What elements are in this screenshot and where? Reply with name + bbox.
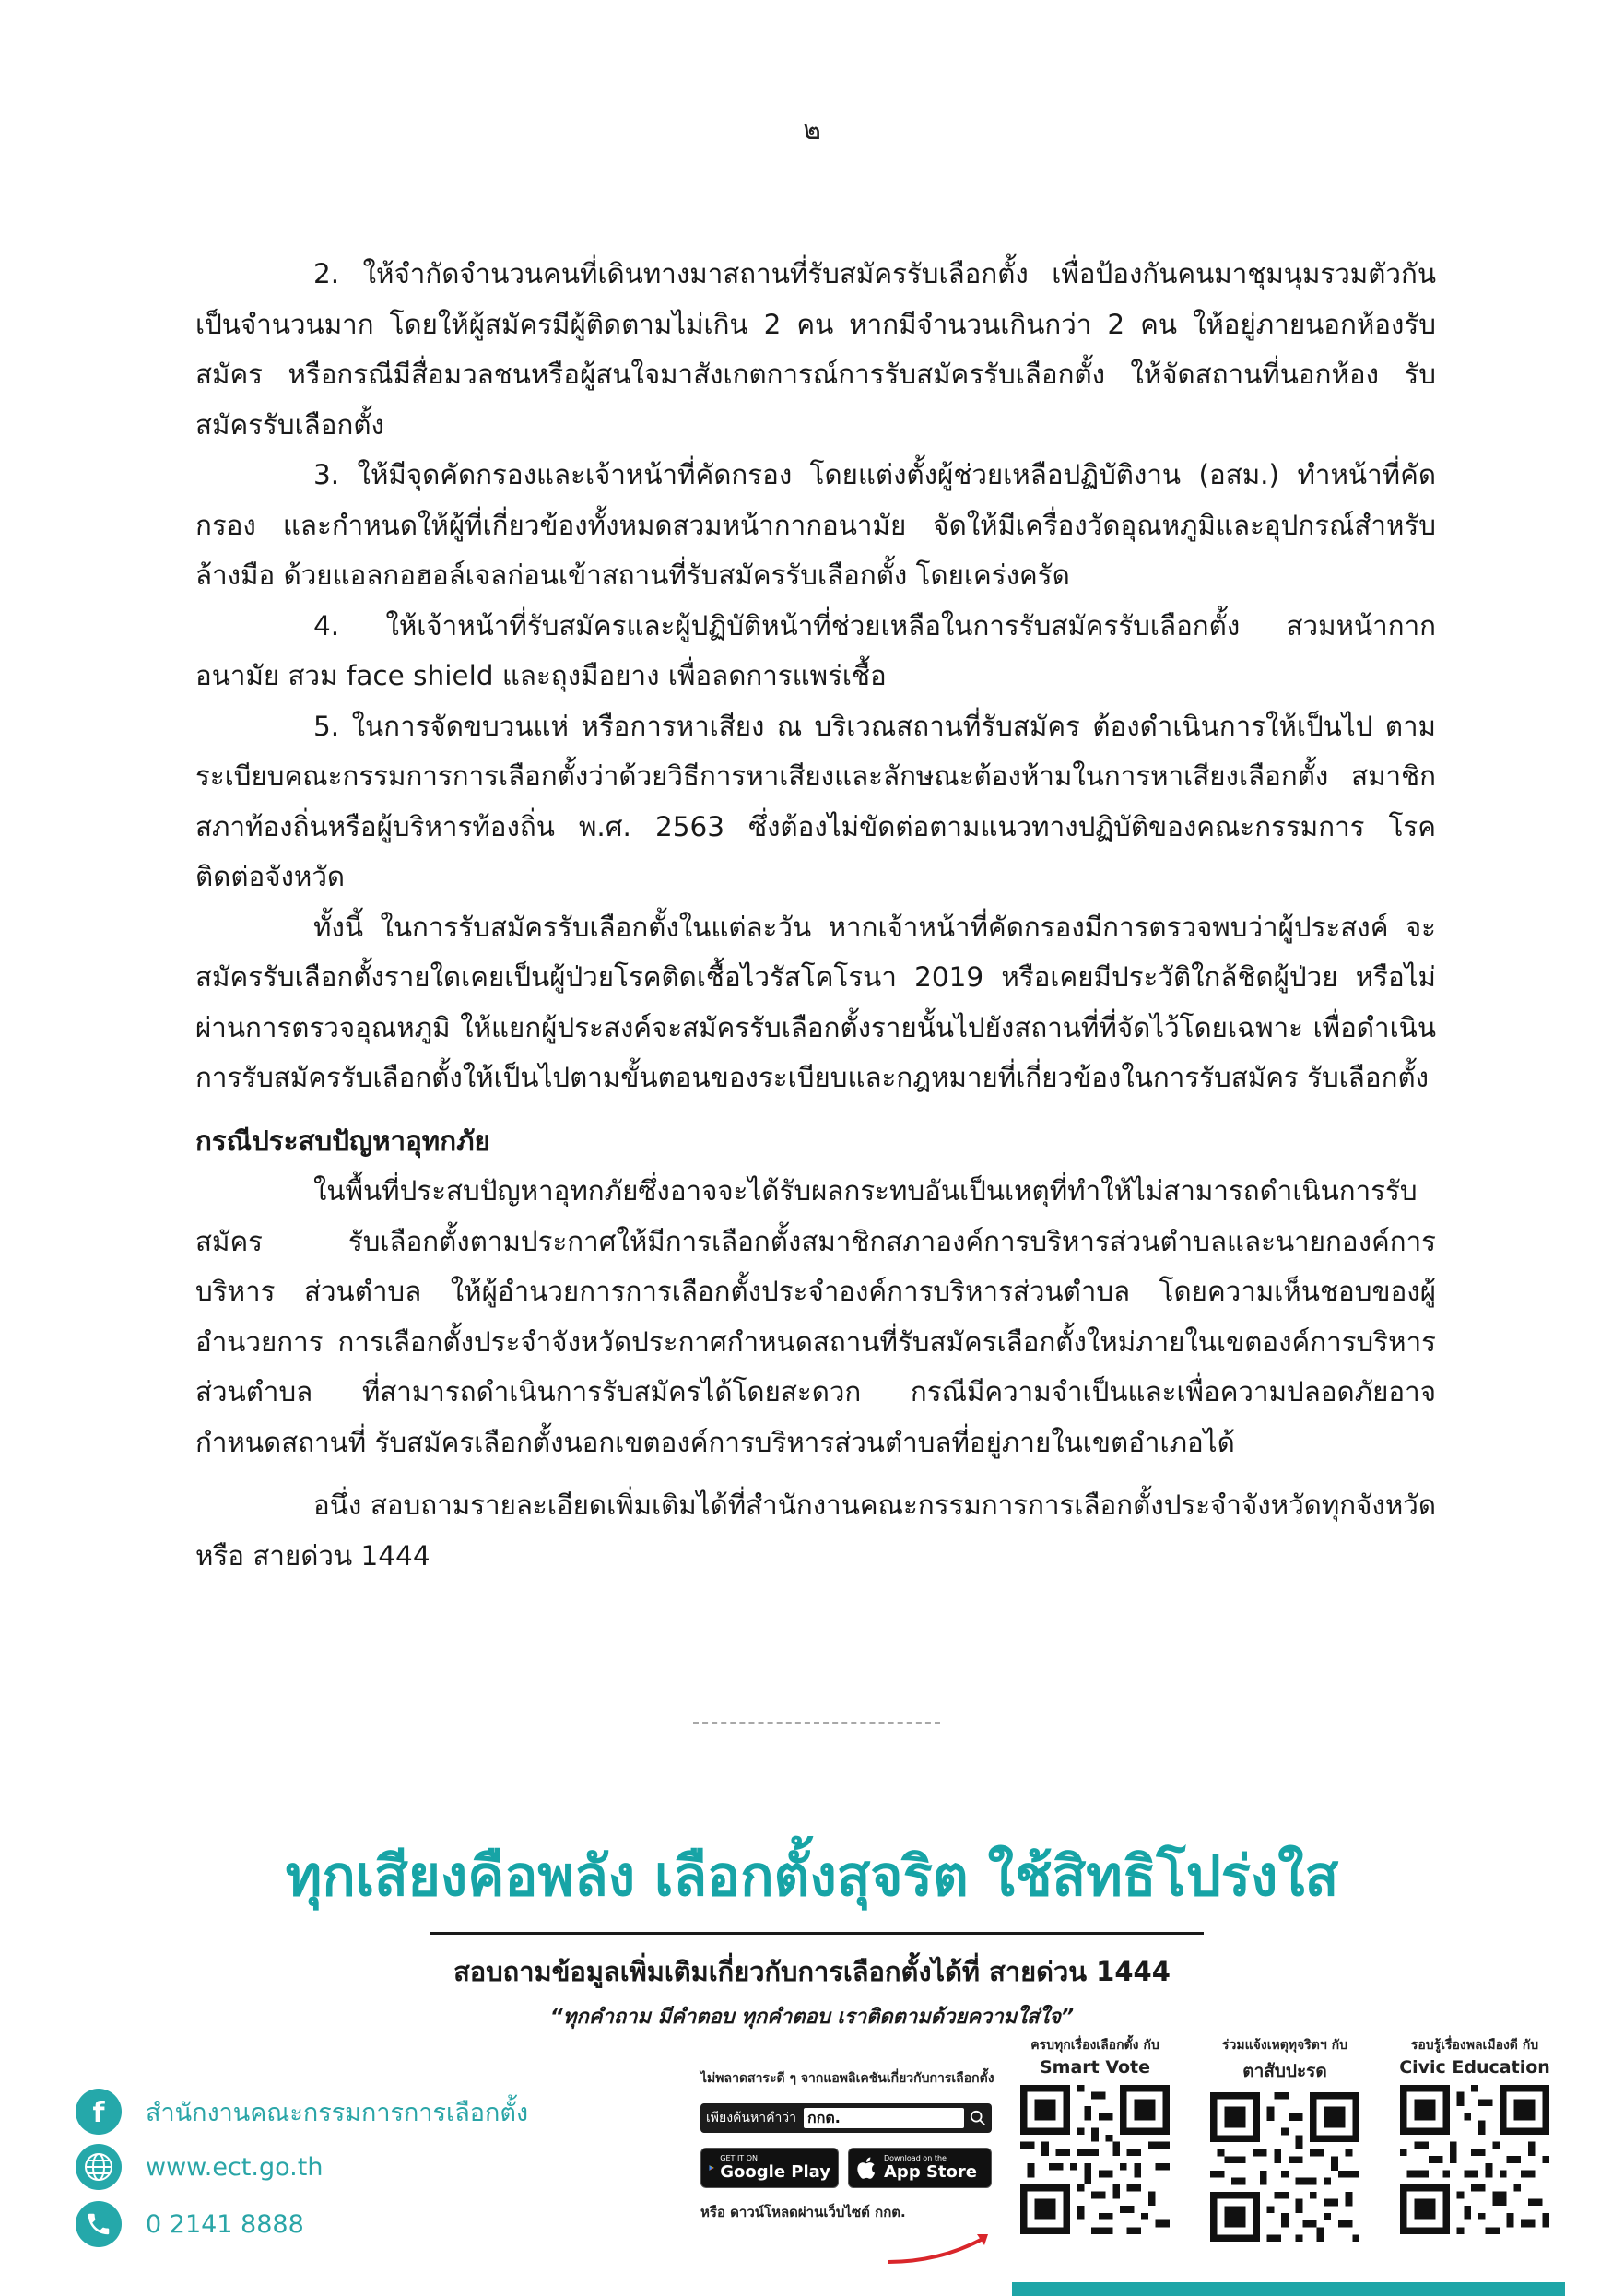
google-play-icon: [709, 2155, 714, 2181]
contact-website[interactable]: [76, 2144, 323, 2190]
app-store-badge[interactable]: [848, 2148, 992, 2188]
qr-caption: ร่วมแจ้งเหตุทุจริตฯ กับ: [1222, 2038, 1347, 2053]
globe-icon: [76, 2144, 122, 2190]
download-note: หรือ ดาวน์โหลดผ่านเว็บไซต์ กกต.: [700, 2204, 906, 2220]
paragraph-3: 3. ให้มีจุดคัดกรองและเจ้าหน้าที่คัดกรอง โดยแต่งตั้งผู้ช่วยเหลือปฏิบัติงาน (อสม.) ทำหน้าที่คัดกรอง และกำหนดให้ผู้ที่เกี่ยวข้องทั้งหมดสวมหน้ากากอนามัย จัดให้มีเครื่องวัดอุณหภูมิและอุปกรณ์สำหรับล้างมือ ด้วยแอลกอฮอล์เจลก่อนเข้าสถานที่รับสมัครรับเลือกตั้ง โดยเคร่งครัด: [195, 459, 1436, 591]
arrow-icon: [885, 2225, 995, 2271]
contact-phone[interactable]: [76, 2201, 304, 2247]
qr-ta-sabparot[interactable]: [1202, 2035, 1368, 2245]
qr-smart-vote[interactable]: [1012, 2035, 1178, 2238]
qr-caption: รอบรู้เรื่องพลเมืองดี กับ: [1410, 2038, 1539, 2053]
app-search-box[interactable]: [700, 2103, 992, 2133]
search-field: กกต.: [804, 2108, 964, 2128]
apple-icon: [856, 2155, 878, 2181]
app-store-small: Download on the: [884, 2154, 947, 2162]
paragraph-2: 2. ให้จำกัดจำนวนคนที่เดินทางมาสถานที่รับสมัครรับเลือกตั้ง เพื่อป้องกันคนมาชุมนุมรวมตัวกัน เป็นจำนวนมาก โดยให้ผู้สมัครมีผู้ติดตามไม่เกิน 2 คน หากมีจำนวนเกินกว่า 2 คน ให้อยู่ภายนอกห้องรับสมัคร หรือกรณีมีสื่อมวลชนหรือผู้สนใจมาสังเกตการณ์การรับสมัครรับเลือกตั้ง ให้จัดสถานที่นอกห้อง รับสมัครรับเลือกตั้ง: [195, 258, 1436, 441]
footer-slogan: ทุกเสียงคือพลัง เลือกตั้งสุจริต ใช้สิทธิโปร่งใส: [285, 1844, 1339, 1909]
closing-paragraph: อนึ่ง สอบถามรายละเอียดเพิ่มเติมได้ที่สำนักงานคณะกรรมการการเลือกตั้งประจำจังหวัดทุกจังหวัด หรือ สายด่วน 1444: [195, 1489, 1436, 1572]
contact-facebook-text: สำนักงานคณะกรรมการการเลือกตั้ง: [146, 2098, 529, 2127]
qr-title: Smart Vote: [1039, 2057, 1151, 2078]
app-download-block: [700, 2068, 997, 2223]
contact-website-text: www.ect.go.th: [146, 2152, 324, 2182]
document-body: [195, 249, 1436, 1581]
qr-code-icon: [1400, 2085, 1549, 2234]
page-number: ๒: [803, 114, 821, 147]
google-play-small: GET IT ON: [720, 2154, 759, 2162]
search-icon: [970, 2110, 986, 2126]
qr-title: Civic Education: [1399, 2057, 1550, 2078]
qr-caption: ครบทุกเรื่องเลือกตั้ง กับ: [1030, 2038, 1159, 2053]
section-body: ในพื้นที่ประสบปัญหาอุทกภัยซึ่งอาจจะได้รับผลกระทบอันเป็นเหตุที่ทำให้ไม่สามารถดำเนินการรับสมัคร รับเลือกตั้งตามประกาศให้มีการเลือกตั้งสมาชิกสภาองค์การบริหารส่วนตำบลและนายกองค์การบริหาร ส่วนตำบล ให้ผู้อำนวยการการเลือกตั้งประจำองค์การบริหารส่วนตำบล โดยความเห็นชอบของผู้อำนวยการ การเลือกตั้งประจำจังหวัดประกาศกำหนดสถานที่รับสมัครเลือกตั้งใหม่ภายในเขตองค์การบริหารส่วนตำบล ที่สามารถดำเนินการรับสมัครได้โดยสะดวก กรณีมีความจำเป็นและเพื่อความปลอดภัยอาจกำหนดสถานที่ รับสมัครเลือกตั้งนอกเขตองค์การบริหารส่วนตำบลที่อยู่ภายในเขตอำเภอได้: [195, 1175, 1436, 1458]
footer-teal-band: [1012, 2282, 1565, 2296]
facebook-icon: [76, 2089, 122, 2135]
store-badges: [700, 2148, 997, 2188]
phone-icon: [76, 2201, 122, 2247]
slogan-underline: [430, 1932, 1204, 1935]
qr-title: ตาสับปะรด: [1242, 2061, 1327, 2081]
google-play-label: Google Play: [720, 2162, 830, 2182]
hotline-text: สอบถามข้อมูลเพิ่มเติมเกี่ยวกับการเลือกตั้งได้ที่ สายด่วน 1444: [453, 1956, 1171, 1987]
google-play-badge[interactable]: [700, 2148, 839, 2188]
search-label: เพียงค้นหาคำว่า: [706, 2111, 797, 2125]
section-heading: กรณีประสบปัญหาอุทกภัย: [195, 1124, 490, 1157]
qr-panel: [1012, 2035, 1565, 2296]
svg-text:f: f: [92, 2097, 105, 2129]
motto-text: “ทุกคำถาม มีคำตอบ ทุกคำตอบ เราติดตามด้วยความใส่ใจ”: [549, 2006, 1075, 2029]
app-store-label: App Store: [884, 2162, 977, 2182]
paragraph-5: 5. ในการจัดขบวนแห่ หรือการหาเสียง ณ บริเวณสถานที่รับสมัคร ต้องดำเนินการให้เป็นไป ตามระเบียบคณะกรรมการการเลือกตั้งว่าด้วยวิธีการหาเสียงและลักษณะต้องห้ามในการหาเสียงเลือกตั้ง สมาชิกสภาท้องถิ่นหรือผู้บริหารท้องถิ่น พ.ศ. 2563 ซึ่งต้องไม่ขัดต่อตามแนวทางปฏิบัติของคณะกรรมการ โรคติดต่อจังหวัด: [195, 710, 1436, 892]
app-note: ไม่พลาดสาระดี ๆ จากแอพลิเคชันเกี่ยวกับการเลือกตั้ง: [700, 2071, 994, 2086]
qr-code-icon: [1210, 2092, 1359, 2242]
contact-facebook[interactable]: [76, 2089, 528, 2135]
paragraph-4: 4. ให้เจ้าหน้าที่รับสมัครและผู้ปฏิบัติหน้าที่ช่วยเหลือในการรับสมัครรับเลือกตั้ง สวมหน้ากาก อนามัย สวม face shield และถุงมือยาง เพื่อลดการแพร่เชื้อ: [195, 609, 1436, 691]
paragraph-note: ทั้งนี้ ในการรับสมัครรับเลือกตั้งในแต่ละวัน หากเจ้าหน้าที่คัดกรองมีการตรวจพบว่าผู้ประสงค์ จะสมัครรับเลือกตั้งรายใดเคยเป็นผู้ป่วยโรคติดเชื้อไวรัสโคโรนา 2019 หรือเคยมีประวัติใกล้ชิดผู้ป่วย หรือไม่ผ่านการตรวจอุณหภูมิ ให้แยกผู้ประสงค์จะสมัครรับเลือกตั้งรายนั้นไปยังสถานที่ที่จัดไว้โดยเฉพาะ เพื่อดำเนินการรับสมัครรับเลือกตั้งให้เป็นไปตามขั้นตอนของระเบียบและกฎหมายที่เกี่ยวข้องในการรับสมัคร รับเลือกตั้ง: [195, 911, 1436, 1093]
contact-phone-text: 0 2141 8888: [146, 2209, 304, 2239]
qr-civic-education[interactable]: [1392, 2035, 1558, 2238]
dashed-divider: [693, 1722, 940, 1724]
qr-code-icon: [1020, 2085, 1170, 2234]
